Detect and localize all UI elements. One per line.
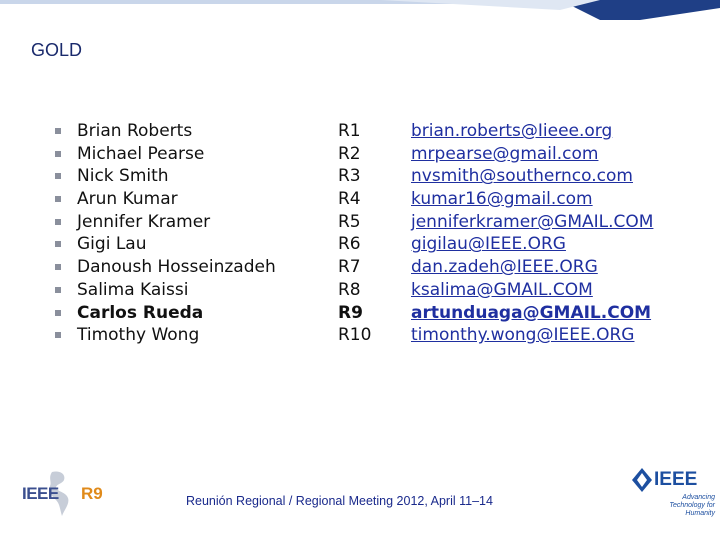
member-name: Brian Roberts [77, 121, 193, 141]
member-row [0, 143, 720, 166]
member-row [0, 279, 720, 302]
ieee-wordmark: IEEE [22, 484, 59, 503]
bullet-icon [55, 310, 61, 316]
member-name: Timothy Wong [77, 325, 200, 346]
member-row [0, 188, 720, 211]
member-region: R3 [338, 166, 361, 187]
member-email-link[interactable]: dan.zadeh@IEEE.ORG [411, 257, 598, 278]
bullet-icon [55, 264, 61, 270]
member-email-link[interactable]: mrpearse@gmail.com [411, 143, 599, 164]
bullet-icon [55, 173, 61, 179]
bullet-icon [55, 219, 61, 225]
ieee-r9-logo [18, 468, 108, 520]
bullet-icon [55, 196, 61, 202]
member-name: Arun Kumar [77, 189, 178, 210]
member-name: Carlos Rueda [77, 302, 204, 323]
member-name: Jennifer Kramer [77, 211, 211, 232]
member-row [0, 120, 720, 143]
footer-text: Reunión Regional / Regional Meeting 2012, April 11–14 [186, 494, 493, 508]
member-region: R9 [338, 302, 363, 323]
member-email-link[interactable]: gigilau@IEEE.ORG [411, 234, 566, 255]
ieee-wordmark: IEEE [654, 469, 698, 490]
member-name: Salima Kaissi [77, 279, 189, 300]
member-email-link[interactable]: brian.roberts@Iieee.org [411, 121, 613, 141]
bullet-icon [55, 332, 61, 338]
member-region: R10 [338, 325, 372, 346]
member-email-link[interactable]: timonthy.wong@IEEE.ORG [411, 325, 635, 346]
bullet-icon [55, 151, 61, 157]
member-name: Michael Pearse [77, 143, 205, 164]
member-region: R2 [338, 143, 361, 164]
member-list [0, 120, 720, 347]
member-region: R4 [338, 189, 361, 210]
member-email-link[interactable]: kumar16@gmail.com [411, 189, 593, 210]
member-row [0, 165, 720, 188]
member-name: Danoush Hosseinzadeh [77, 257, 276, 278]
member-email-link[interactable]: artunduaga@GMAIL.COM [411, 302, 652, 323]
member-row [0, 211, 720, 234]
member-email-link[interactable]: nvsmith@southernco.com [411, 166, 633, 187]
slide-title: GOLD [31, 40, 83, 60]
member-region: R7 [338, 257, 361, 278]
member-row [0, 302, 720, 325]
ieee-kite-icon [632, 468, 652, 492]
member-row [0, 233, 720, 256]
member-region: R6 [338, 234, 361, 255]
member-row [0, 256, 720, 279]
bullet-icon [55, 241, 61, 247]
bullet-icon [55, 287, 61, 293]
bullet-icon [55, 128, 61, 134]
ieee-logo [632, 466, 715, 517]
member-email-link[interactable]: jenniferkramer@GMAIL.COM [411, 211, 654, 232]
member-name: Gigi Lau [77, 234, 147, 255]
member-name: Nick Smith [77, 166, 169, 187]
member-region: R8 [338, 279, 361, 300]
member-region: R1 [338, 121, 361, 141]
top-banner [0, 0, 720, 22]
region-mark: R9 [81, 484, 103, 503]
member-row [0, 324, 720, 347]
member-region: R5 [338, 211, 361, 232]
member-email-link[interactable]: ksalima@GMAIL.COM [411, 279, 593, 300]
ieee-tagline: Advancing Technology for Humanity [669, 494, 715, 517]
